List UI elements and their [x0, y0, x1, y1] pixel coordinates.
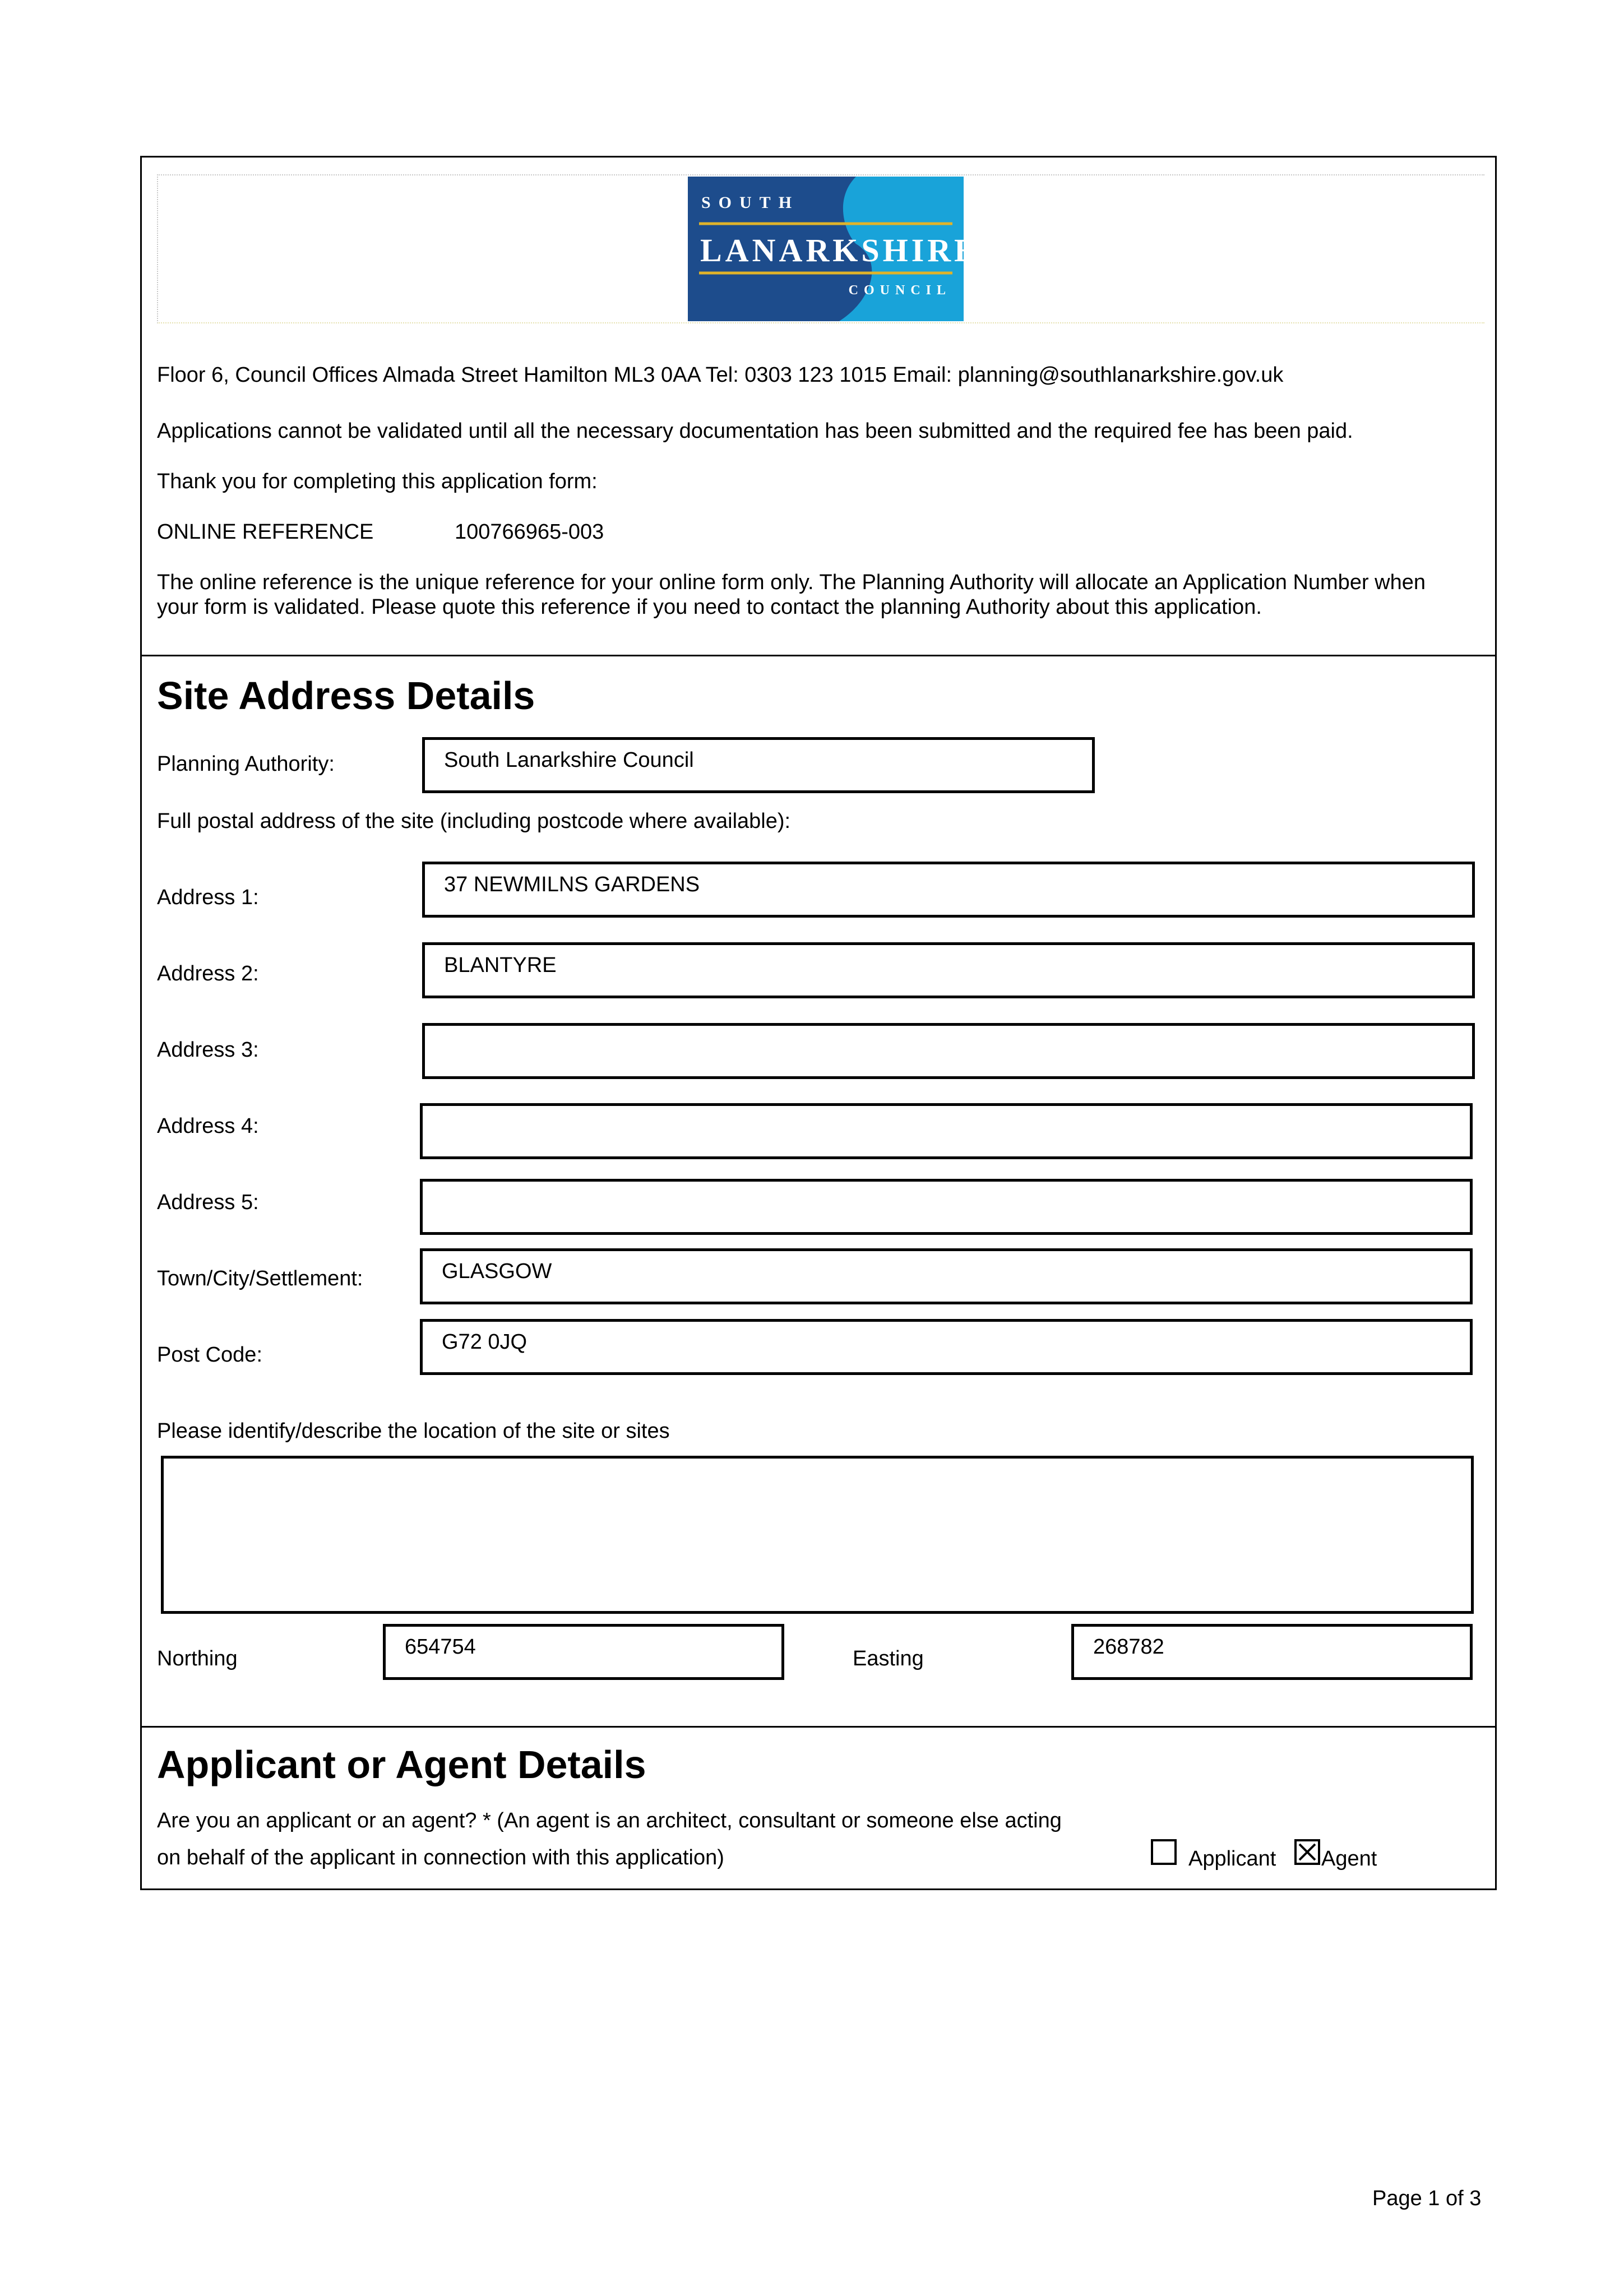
reference-note-line2: your form is validated. Please quote this reference if you need to contact the planning Authority about this application. — [157, 595, 1262, 619]
agent-option-label: Agent — [1321, 1847, 1377, 1871]
address2-field[interactable] — [422, 942, 1475, 998]
thank-you-text: Thank you for completing this application form: — [157, 470, 598, 493]
applicant-agent-question-line1: Are you an applicant or an agent? * (An agent is an architect, consultant or someone else acting — [157, 1809, 1062, 1832]
applicant-option-label: Applicant — [1188, 1847, 1276, 1871]
location-label: Please identify/describe the location of the site or sites — [157, 1419, 670, 1443]
town-field[interactable] — [420, 1248, 1473, 1304]
easting-field[interactable] — [1071, 1624, 1473, 1680]
online-reference-value: 100766965-003 — [455, 520, 604, 544]
site-address-section — [140, 655, 1497, 1728]
address1-field[interactable] — [422, 862, 1475, 918]
postcode-value: G72 0JQ — [442, 1330, 528, 1354]
council-logo — [688, 177, 979, 321]
address3-field[interactable] — [422, 1023, 1475, 1079]
planning-authority-label: Planning Authority: — [157, 752, 335, 776]
town-label: Town/City/Settlement: — [157, 1267, 363, 1290]
planning-authority-field[interactable] — [422, 737, 1095, 793]
address1-label: Address 1: — [157, 886, 259, 909]
northing-field[interactable] — [383, 1624, 784, 1680]
header-section — [140, 156, 1497, 656]
northing-label: Northing — [157, 1647, 238, 1670]
checked-cross-icon — [1297, 1841, 1318, 1863]
address4-field[interactable] — [420, 1103, 1473, 1159]
address4-label: Address 4: — [157, 1114, 259, 1138]
postal-address-intro: Full postal address of the site (including postcode where available): — [157, 809, 791, 833]
applicant-checkbox[interactable] — [1151, 1839, 1177, 1865]
address5-label: Address 5: — [157, 1191, 259, 1214]
address3-label: Address 3: — [157, 1038, 259, 1062]
location-field[interactable] — [161, 1456, 1474, 1614]
logo-text-lanarkshire: LANARKSHIRE — [700, 232, 979, 269]
agent-checkbox[interactable] — [1294, 1839, 1320, 1865]
contact-line: Floor 6, Council Offices Almada Street Hamilton ML3 0AA Tel: 0303 123 1015 Email: planning@southlanarkshire.gov.uk — [157, 363, 1284, 387]
online-reference-label: ONLINE REFERENCE — [157, 520, 374, 544]
postcode-label: Post Code: — [157, 1343, 262, 1367]
address5-field[interactable] — [420, 1179, 1473, 1235]
easting-value: 268782 — [1093, 1635, 1164, 1659]
address2-value: BLANTYRE — [444, 953, 557, 977]
applicant-agent-section — [140, 1726, 1497, 1890]
planning-authority-value: South Lanarkshire Council — [444, 748, 694, 772]
town-value: GLASGOW — [442, 1260, 552, 1283]
logo-text-council: COUNCIL — [848, 283, 951, 298]
address1-value: 37 NEWMILNS GARDENS — [444, 873, 700, 896]
logo-text-south: SOUTH — [701, 193, 800, 212]
page-number: Page 1 of 3 — [1372, 2187, 1482, 2210]
section-title-applicant-agent: Applicant or Agent Details — [157, 1743, 646, 1786]
northing-value: 654754 — [405, 1635, 476, 1659]
postcode-field[interactable] — [420, 1319, 1473, 1375]
address2-label: Address 2: — [157, 962, 259, 985]
reference-note-line1: The online reference is the unique reference for your online form only. The Planning Authority will allocate an Application Number when — [157, 571, 1426, 594]
section-title-site-address: Site Address Details — [157, 674, 535, 718]
applicant-agent-question-line2: on behalf of the applicant in connection with this application) — [157, 1846, 724, 1869]
validation-note: Applications cannot be validated until all the necessary documentation has been submitted and the required fee has been paid. — [157, 419, 1353, 443]
easting-label: Easting — [853, 1647, 924, 1670]
